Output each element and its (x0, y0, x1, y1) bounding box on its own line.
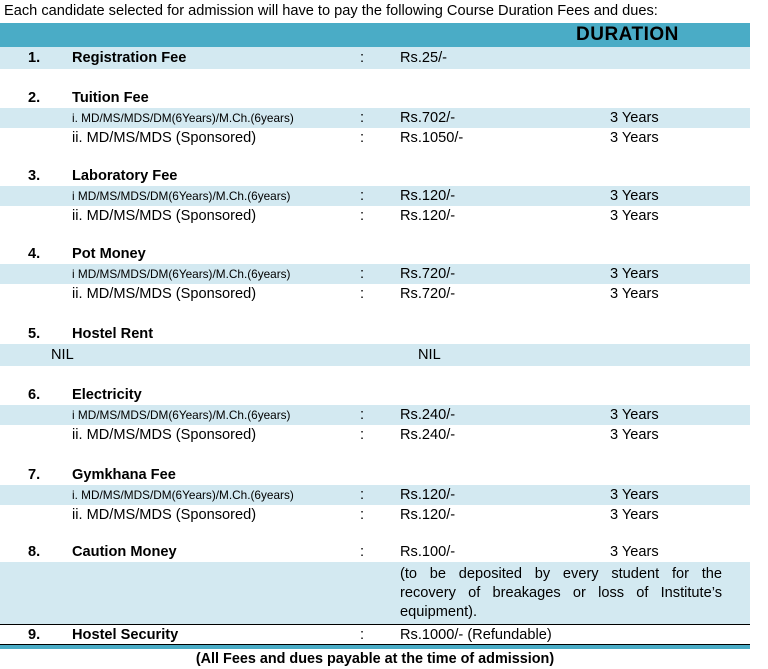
sub-item-label: i. MD/MS/MDS/DM(6Years)/M.Ch.(6years) (72, 111, 294, 125)
item-number: 1. (28, 50, 41, 66)
intro-text: Each candidate selected for admission will have to pay the following Course Duration Fees and dues: (4, 3, 658, 19)
fee-duration: 3 Years (610, 266, 659, 282)
row-tuition-i (0, 108, 750, 128)
bottom-rule (0, 645, 750, 649)
item-number: 2. (28, 90, 41, 106)
fee-name: Gymkhana Fee (72, 467, 176, 483)
fee-amount: Rs.720/- (400, 286, 456, 302)
fee-amount: Rs.720/- (400, 266, 456, 282)
fee-name: Hostel Rent (72, 326, 154, 342)
row-tuition-ii (0, 128, 750, 148)
fee-name: Caution Money (72, 544, 177, 560)
note-line: equipment). (400, 604, 478, 620)
fee-amount: Rs.100/- (400, 544, 456, 560)
row-pot-money-header (0, 244, 750, 264)
fee-duration: 3 Years (610, 286, 659, 302)
row-caution-money (0, 542, 750, 562)
nil-value: NIL (418, 347, 441, 363)
row-gymkhana-ii (0, 505, 750, 525)
row-tuition-fee-header (0, 88, 750, 108)
colon-separator: : (360, 208, 365, 224)
nil-value: NIL (51, 347, 74, 363)
row-registration-fee (0, 47, 750, 69)
fee-amount: Rs.120/- (400, 188, 456, 204)
sub-item-label: ii. MD/MS/MDS (Sponsored) (72, 208, 257, 224)
fees-table (0, 23, 750, 667)
row-gymkhana-header (0, 465, 750, 485)
fee-duration: 3 Years (610, 130, 659, 146)
colon-separator: : (360, 130, 365, 146)
fee-name: Hostel Security (72, 626, 179, 643)
item-number: 4. (28, 246, 41, 262)
fee-name: Tuition Fee (72, 90, 149, 106)
fee-duration: 3 Years (610, 407, 659, 423)
row-pot-money-ii (0, 284, 750, 304)
sub-item-label: i MD/MS/MDS/DM(6Years)/M.Ch.(6years) (72, 189, 291, 203)
sub-item-label: ii. MD/MS/MDS (Sponsored) (72, 427, 257, 443)
item-number: 6. (28, 387, 41, 403)
row-electricity-i (0, 405, 750, 425)
fee-amount: Rs.702/- (400, 110, 456, 126)
sub-item-label: i MD/MS/MDS/DM(6Years)/M.Ch.(6years) (72, 267, 291, 281)
fee-duration: 3 Years (610, 507, 659, 523)
fee-amount: Rs.25/- (400, 50, 448, 66)
fee-duration: 3 Years (610, 544, 659, 560)
row-hostel-security (0, 624, 750, 645)
colon-separator: : (360, 266, 365, 282)
fee-name: Laboratory Fee (72, 168, 178, 184)
sub-item-label: ii. MD/MS/MDS (Sponsored) (72, 286, 257, 302)
colon-separator: : (360, 110, 365, 126)
row-hostel-rent-nil (0, 344, 750, 366)
row-gymkhana-i (0, 485, 750, 505)
colon-separator: : (360, 487, 365, 503)
row-electricity-header (0, 385, 750, 405)
fee-name: Electricity (72, 387, 142, 403)
sub-item-label: ii. MD/MS/MDS (Sponsored) (72, 507, 257, 523)
note-line: (to be deposited by every student for the (400, 566, 722, 582)
colon-separator: : (360, 286, 365, 302)
item-number: 8. (28, 544, 41, 560)
row-laboratory-fee-header (0, 166, 750, 186)
fee-duration: 3 Years (610, 487, 659, 503)
colon-separator: : (360, 407, 365, 423)
fee-amount: Rs.120/- (400, 208, 456, 224)
colon-separator: : (360, 544, 365, 560)
fee-amount: Rs.240/- (400, 407, 456, 423)
item-number: 5. (28, 326, 41, 342)
row-pot-money-i (0, 264, 750, 284)
caution-money-note (0, 562, 750, 624)
sub-item-label: i. MD/MS/MDS/DM(6Years)/M.Ch.(6years) (72, 488, 294, 502)
row-laboratory-ii (0, 206, 750, 226)
fee-amount: Rs.1050/- (400, 130, 464, 146)
row-laboratory-i (0, 186, 750, 206)
colon-separator: : (360, 626, 365, 643)
duration-column-header: DURATION (576, 24, 679, 45)
item-number: 3. (28, 168, 41, 184)
colon-separator: : (360, 427, 365, 443)
fee-amount: Rs.120/- (400, 487, 456, 503)
colon-separator: : (360, 507, 365, 523)
fee-name: Registration Fee (72, 50, 187, 66)
footer-note: (All Fees and dues payable at the time of admission) (195, 651, 555, 667)
row-electricity-ii (0, 425, 750, 445)
fee-amount: Rs.1000/- (Refundable) (400, 626, 552, 643)
sub-item-label: i MD/MS/MDS/DM(6Years)/M.Ch.(6years) (72, 408, 291, 422)
fee-amount: Rs.120/- (400, 507, 456, 523)
fee-duration: 3 Years (610, 188, 659, 204)
fee-duration: 3 Years (610, 427, 659, 443)
colon-separator: : (360, 50, 365, 66)
item-number: 7. (28, 467, 41, 483)
sub-item-label: ii. MD/MS/MDS (Sponsored) (72, 130, 257, 146)
fee-amount: Rs.240/- (400, 427, 456, 443)
item-number: 9. (28, 626, 41, 643)
row-hostel-rent-header (0, 324, 750, 344)
fee-name: Pot Money (72, 246, 146, 262)
duration-header-bar (0, 23, 750, 47)
fee-duration: 3 Years (610, 208, 659, 224)
fee-duration: 3 Years (610, 110, 659, 126)
note-line: recovery of breakages or loss of Institute’s (400, 585, 722, 601)
colon-separator: : (360, 188, 365, 204)
